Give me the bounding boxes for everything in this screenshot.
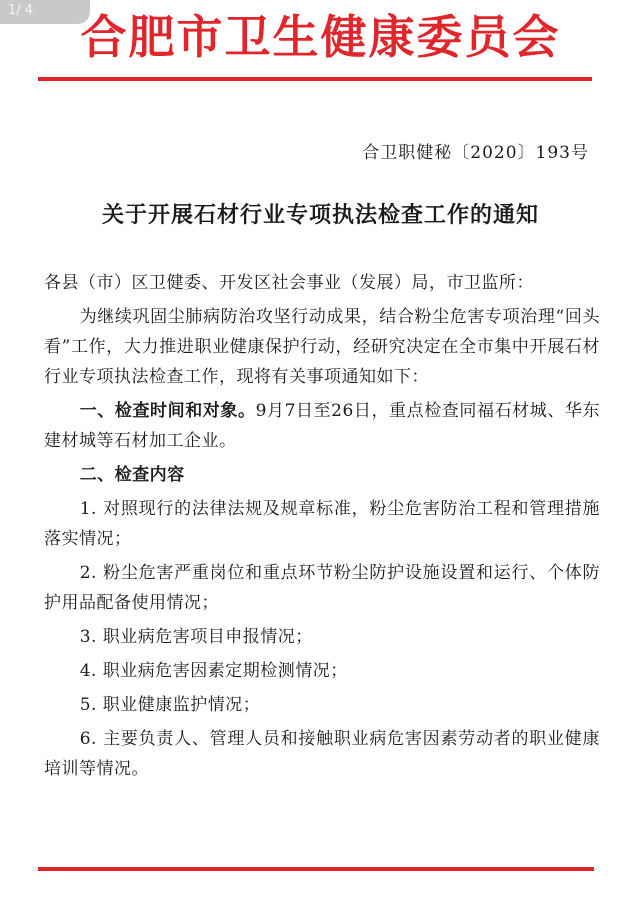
red-rule-bottom xyxy=(38,867,594,871)
section-1-heading: 一、检查时间和对象。 xyxy=(79,401,256,421)
red-rule-top xyxy=(38,77,592,81)
section-2-item-5: 5. 职业健康监护情况； xyxy=(79,695,261,715)
section-2-item-6: 6. 主要负责人、管理人员和接触职业病危害因素劳动者的职业健康培训等情况。 xyxy=(44,729,600,779)
masthead-title: 合肥市卫生健康委员会 xyxy=(80,10,561,64)
document-number: 合卫职健秘〔2020〕193号 xyxy=(362,143,589,163)
section-2-heading: 二、检查内容 xyxy=(79,465,185,485)
section-2-item-2: 2. 粉尘危害严重岗位和重点环节粉尘防护设施设置和运行、个体防护用品配备使用情况； xyxy=(44,563,600,613)
notice-title: 关于开展石材行业专项执法检查工作的通知 xyxy=(101,202,539,228)
intro-paragraph: 为继续巩固尘肺病防治攻坚行动成果，结合粉尘危害专项治理“回头看”工作，大力推进职业健康保护行动，经研究决定在全市集中开展石材行业专项执法检查工作，现将有关事项通知如下： xyxy=(44,307,600,387)
addressee: 各县（市）区卫健委、开发区社会事业（发展）局，市卫监所： xyxy=(44,273,534,293)
section-2-item-3: 3. 职业病危害项目申报情况； xyxy=(79,627,313,647)
notice-body xyxy=(44,268,600,788)
page-indicator: 1/ 4 xyxy=(0,0,90,24)
section-1 xyxy=(44,396,600,456)
section-2-item-1: 1. 对照现行的法律法规及规章标准，粉尘危害防治工程和管理措施落实情况； xyxy=(44,499,600,549)
section-2-item-4: 4. 职业病危害因素定期检测情况； xyxy=(79,661,348,681)
section-1-text: 9月7日至26日，重点检查同福石材城、华东建材城等石材加工企业。 xyxy=(44,401,601,451)
